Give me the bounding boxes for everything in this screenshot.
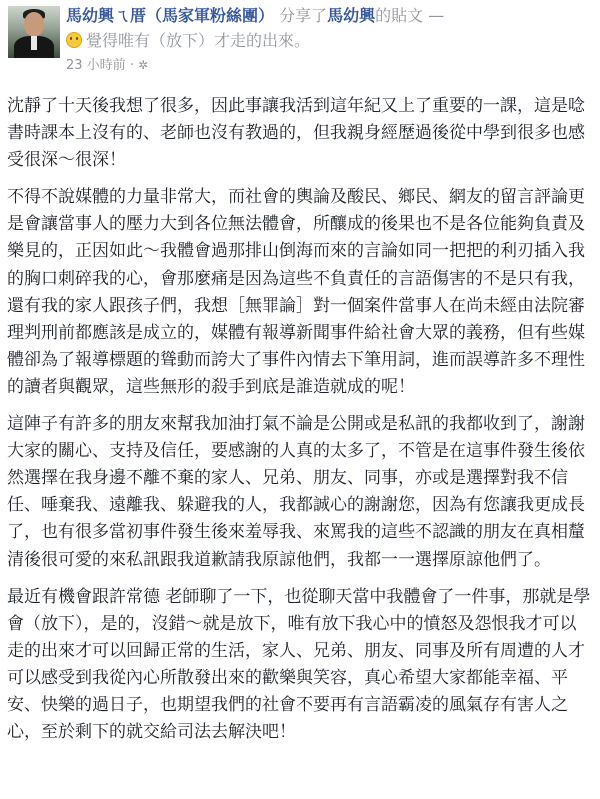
feeling-text: 覺得唯有（放下）才走的出來。 xyxy=(86,31,311,50)
post-body xyxy=(7,93,593,756)
author-link[interactable]: 馬幼興ㄟ厝（馬家軍粉絲團） xyxy=(66,6,275,25)
gear-icon[interactable]: ✲ xyxy=(138,58,149,72)
post-meta xyxy=(66,56,148,75)
avatar[interactable] xyxy=(8,6,60,58)
smile-icon xyxy=(66,32,82,48)
post-timestamp[interactable]: 23 小時前 xyxy=(66,58,126,73)
post-title-line xyxy=(66,5,444,27)
post-header xyxy=(0,0,600,85)
feeling-line xyxy=(66,30,310,52)
avatar-shirt xyxy=(31,36,37,50)
meta-separator: · xyxy=(125,58,139,73)
post-paragraph: 不得不說媒體的力量非常大，而社會的輿論及酸民、鄉民、網友的留言評論更是會讓當事人的壓力大到各位無法體會，所釀成的後果也不是各位能夠負責及樂見的，正因如此～我體會過那排山倒海而來的言論如同一把把的利刃插入我的胸口刺碎我的心，會那麼痛是因為這些不負責任的言語傷害的不是只有我，還有我的家人跟孩子們，我想［無罪論］對一個案件當事人在尚未經由法院審理判刑前都應該是成立的，媒體有報導新聞事件給社會大眾的義務，但有些媒體卻為了報導標題的聳動而誇大了事件內情去下筆用詞，進而誤導許多不理性的讀者與觀眾，這些無形的殺手到底是誰造就成的呢！ xyxy=(7,187,585,397)
post-paragraph: 這陣子有許多的朋友來幫我加油打氣不論是公開或是私訊的我都收到了，謝謝大家的關心、支持及信任，要感謝的人真的太多了，不管是在這事件發生後依然選擇在我身邊不離不棄的家人、兄弟、朋友、同事，亦或是選擇對我不信任、唾棄我、遠離我、躲避我的人，我都誠心的謝謝您，因為有您讓我更成長了，也有很多當初事件發生後來羞辱我、來罵我的這些不認識的朋友在真相釐清後很可愛的來私訊跟我道歉請我原諒他們，我都一一選擇原諒他們了。 xyxy=(7,414,585,570)
avatar-face xyxy=(24,12,44,36)
shared-text: 分享了 xyxy=(274,6,328,25)
post-paragraph: 最近有機會跟許常德 老師聊了一下，也從聊天當中我體會了一件事，那就是學會（放下），是的，沒錯～就是放下，唯有放下我心中的憤怒及怨恨我才可以走的出來才可以回歸正常的生活，家人、兄弟、朋友、同事及所有周遭的人才可以感受到我從內心所散發出來的歡樂與笑容，真心希望大家都能幸福、平安、快樂的過日子，也期望我們的社會不要再有言語霸凌的風氣存有害人之心，至於剩下的就交給司法去解決吧！ xyxy=(7,586,591,743)
shared-target-link[interactable]: 馬幼興 xyxy=(327,6,376,25)
post-paragraph: 沈靜了十天後我想了很多，因此事讓我活到這年紀又上了重要的一課，這是唸書時課本上沒有的、老師也沒有教過的，但我親身經歷過後從中學到很多也感受很深～很深！ xyxy=(7,96,585,171)
shared-target-suffix: 的貼文 — xyxy=(375,6,445,25)
